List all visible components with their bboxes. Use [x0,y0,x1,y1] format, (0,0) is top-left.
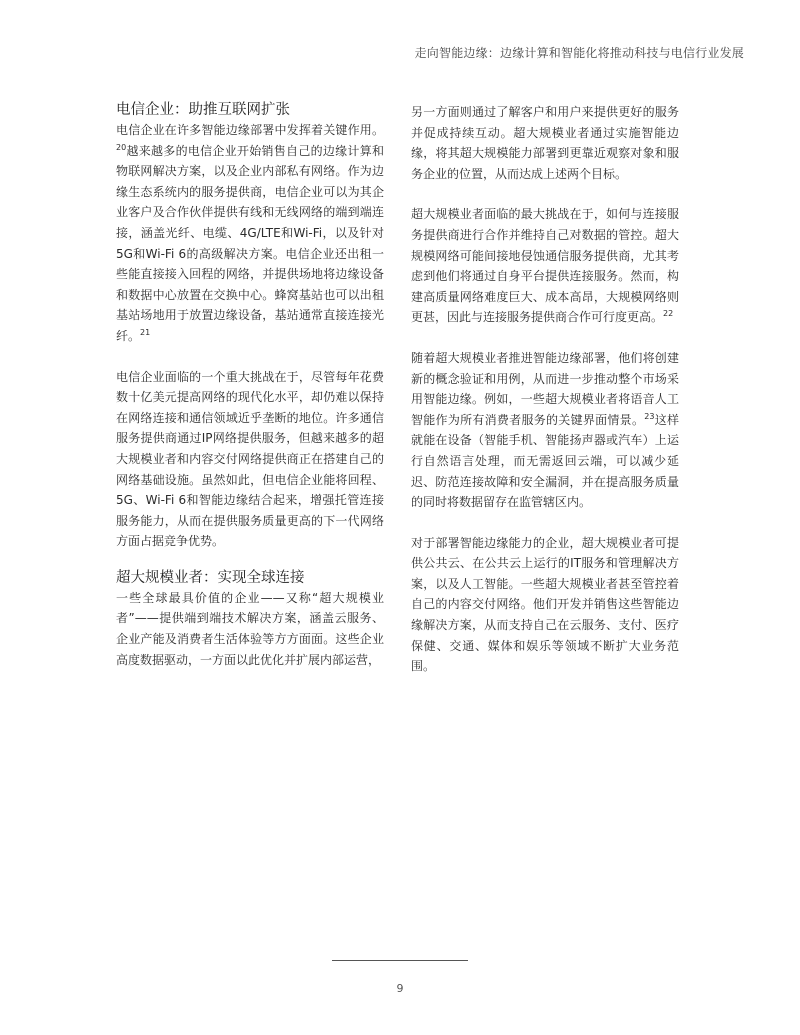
footnote-ref[interactable]: 22 [663,309,674,319]
running-header: 走向智能边缘：边缘计算和智能化将推动科技与电信行业发展 [414,46,744,60]
paragraph-telecom-challenge: 电信企业面临的一个重大挑战在于，尽管每年花费数十亿美元提高网络的现代化水平，却仍难以保持在网络连接和通信领域近乎垄断的地位。许多通信服务提供商通过IP网络提供服务，但越来越多的超大规模业者和内容交付网络提供商正在搭建自己的网络基础设施。虽然如此，但电信企业能将回程、5G、Wi-Fi 6和智能边缘结合起来，增强托管连接服务能力，从而在提供服务质量更高的下一代网络方面占据竞争优势。 [116,369,384,549]
footer-divider [332,960,468,961]
page-number: 9 [396,982,404,995]
paragraph-telecom-role: 电信企业在许多智能边缘部署中发挥着关键作用。$^{20}$越来越多的电信企业开始销售自己的边缘计算和物联网解决方案，以及企业内部私有网络。作为边缘生态系统内的服务提供商，电信企业可以为其企业客户及合作伙伴提供有线和无线网络的端到端连接，涵盖光纤、电缆、4G/LTE和Wi-Fi，以及针对5G和Wi-Fi 6的高级解决方案。电信企业还出租一些能直接接入回程的网络，并提供场地将边缘设备和数据中心放置在交换中心。蜂窝基站也可以出租基站场地用于放置边缘设备，基站通常直接连接光纤。$^{21}$ [116,123,384,343]
right-column [411,102,679,677]
paragraph-hyperscalers-offerings: 对于部署智能边缘能力的企业，超大规模业者可提供公共云、在公共云上运行的IT服务和管理解决方案，以及人工智能。一些超大规模业者甚至管控着自己的内容交付网络。他们开发并销售这些智能边缘解决方案，从而支持自己在云服务、支付、医疗保健、交通、媒体和娱乐等领域不断扩大业务范围。 [411,535,679,674]
paragraph-hyperscalers-challenge: 超大规模业者面临的最大挑战在于，如何与连接服务提供商进行合作并维持自己对数据的管控。超大规模网络可能间接地侵蚀通信服务提供商，尤其考虑到他们将通过自身平台提供连接服务。然而，构建高质量网络难度巨大、成本高昂，大规模网络则更甚，因此与连接服务提供商合作可行度更高。$^{22}$ [411,207,679,325]
left-column [116,100,384,670]
section-title-telecom: 电信企业：助推互联网扩张 [116,102,290,118]
paragraph-hyperscalers-intro: 一些全球最具价值的企业——又称“超大规模业者”——提供端到端技术解决方案，涵盖云服务、企业产能及消费者生活体验等方方面面。这些企业高度数据驱动，一方面以此优化并扩展内部运营， [116,590,384,667]
footnote-ref[interactable]: 21 [140,327,151,337]
paragraph-hyperscalers-use-cases: 随着超大规模业者推进智能边缘部署，他们将创建新的概念验证和用例，从而进一步推动整个市场采用智能边缘。例如，一些超大规模业者将语音人工智能作为所有消费者服务的关键界面情景。$^{23}$这样就能在设备（智能手机、智能扬声器或汽车）上运行自然语言处理，而无需返回云端，可以减少延迟、防范连接故障和安全漏洞，并在提高服务质量的同时将数据留存在监管辖区内。 [411,350,679,510]
footnote-ref[interactable]: 23 [644,411,655,421]
footnote-ref[interactable]: 20 [116,142,127,152]
paragraph-hyperscalers-continued: 另一方面则通过了解客户和用户来提供更好的服务并促成持续互动。超大规模业者通过实施智能边缘，将其超大规模能力部署到更靠近观察对象和服务企业的位置，从而达成上述两个目标。 [411,105,679,181]
section-title-hyperscalers: 超大规模业者：实现全球连接 [116,569,305,586]
